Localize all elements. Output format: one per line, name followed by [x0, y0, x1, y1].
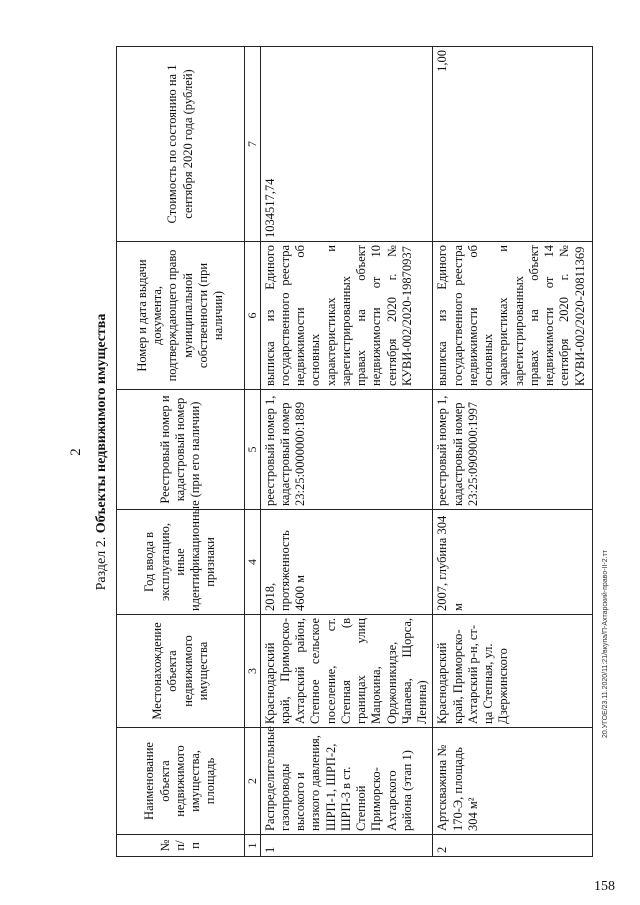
row-number: 1 — [260, 835, 433, 857]
object-document: выписка из Единого государственного реестра недвижимости об основных характеристиках и зарегистрированных правах на объект недвижимости от 14 сентября 2020 г. № КУВИ-002/2020-20811369 — [433, 242, 593, 390]
header-cell: Год ввода в эксплуатацию, иные идентификационные признаки — [117, 510, 245, 615]
header-cell: Местонахождение объекта недвижимого имущества — [117, 615, 245, 728]
column-number: 5 — [245, 390, 261, 510]
row-number: 2 — [433, 835, 593, 857]
object-location: Краснодарский край, Приморско-Ахтарский район, Степное сельское поселение, ст. Степная (в границах улиц Мацокина, Орджоникидзе, Чапаева, Щорса, Ленина) — [260, 615, 433, 728]
object-registry: реестровый номер 1, кадастровый номер 23:25:0000000:1889 — [260, 390, 433, 510]
header-cell: Реестровый номер и кадастровый номер (при его наличии) — [117, 390, 245, 510]
header-cell: Номер и дата выдачи документа, подтверждающего право муниципальной собственности (при наличии) — [117, 242, 245, 390]
property-table — [116, 46, 593, 857]
column-number: 4 — [245, 510, 261, 615]
header-cell: Стоимость по состоянию на 1 сентября 2020 года (рублей) — [117, 47, 245, 242]
header-row — [117, 47, 245, 857]
object-name: Артскважина № 170-Э, площадь 304 м² — [433, 728, 593, 835]
object-location: Краснодарский край, Приморско-Ахтарский р-н, ст-ца Степная, ул. Дзержинского — [433, 615, 593, 728]
column-number: 1 — [245, 835, 261, 857]
rotated-content — [68, 47, 618, 857]
object-registry: реестровый номер 1, кадастровый номер 23:25:0909000:1997 — [433, 390, 593, 510]
object-name: Распределительные газопроводы высокого и низкого давления, ШРП-1, ШРП-2, ШРП-3 в ст. Степной Приморско-Ахтарского района (этап 1) — [260, 728, 433, 835]
object-cost: 1,00 — [433, 47, 593, 242]
column-number: 7 — [245, 47, 261, 242]
section-title — [94, 47, 110, 857]
object-cost: 1034517,74 — [260, 47, 433, 242]
column-number-row — [245, 47, 261, 857]
header-cell: № п/п — [117, 835, 245, 857]
table-row — [260, 47, 433, 857]
table-row — [433, 47, 593, 857]
header-cell: Наименование объекта недвижимого имущества, площадь — [117, 728, 245, 835]
section-title-bold: Объекты недвижимого имущества — [94, 313, 109, 534]
object-year: 2018, протяженность 4600 м — [260, 510, 433, 615]
column-number: 2 — [245, 728, 261, 835]
document-code: 20.УГОЕ/23.11.2020/11:21/вкупа/П-Ахтарский-право-II-2.тт — [602, 549, 609, 738]
page-number-footer: 158 — [594, 879, 615, 894]
column-number: 6 — [245, 242, 261, 390]
object-year: 2007, глубина 304 м — [433, 510, 593, 615]
page-number-top: 2 — [68, 448, 84, 456]
object-document: выписка из Единого государственного реестра недвижимости об основных характеристиках и зарегистрированных правах на объект недвижимости от 10 сентября 2020 г. № КУВИ-002/2020-19870937 — [260, 242, 433, 390]
column-number: 3 — [245, 615, 261, 728]
section-title-prefix: Раздел 2. — [94, 536, 109, 591]
